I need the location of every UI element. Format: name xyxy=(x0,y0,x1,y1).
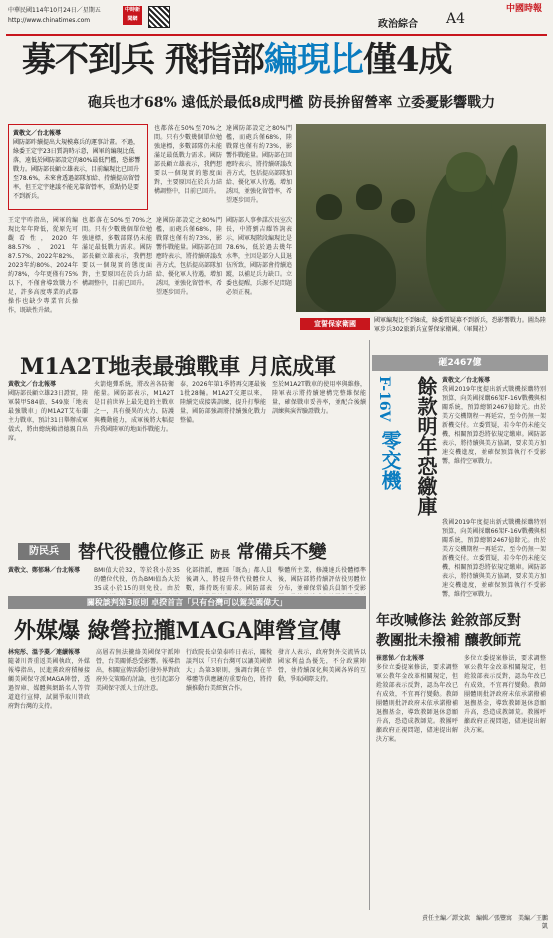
side1-col1 xyxy=(442,376,546,516)
side2-title3: 教團批未撥補 xyxy=(376,633,460,649)
story2-col1 xyxy=(8,380,88,530)
side1-byline: 黃敬文／台北報導 xyxy=(442,377,491,384)
masthead xyxy=(6,4,547,36)
main-headline xyxy=(22,38,532,82)
side2-text: 多位立委提案修法，要求調整軍公教年金改革相關規定，但銓敘部表示反對，認為年改已有成效，不宜再行變動。教師團體則批評政府未依承諾撥補退撫基金，導致教師退休意願升高，恐造成教師荒。教團呼籲政府正視問題，儘速提出解決方案。 xyxy=(376,664,458,743)
story1-col2: 也都落在50%至70%之間。只有少數幾個單位勉強達標，多數部隊仍未能滿足最低戰力需求。國防部長顧立雄表示，我們想要以一個現實的態度面對，主要原因在於兵力結構調整中，目前已回升。 xyxy=(154,125,222,195)
lead-text: 國防部昨續提出大規模募兵的運事計畫。不過，綠委王定宇23日質詢時示意，國軍的編現比低落，遠低於國防部設定的80%最低門檻，恐影響戰力。國防部長顧立雄表示，目前編現比已回升至78.6%，未來會透過部隊加給、持續提高留營率，但王定宇建議不能光靠留營率，重點仍是要不到新兵。 xyxy=(13,139,141,200)
side2-title-line2 xyxy=(376,630,521,650)
story2-byline: 黃敬文／台北報導 xyxy=(8,381,57,388)
site-url[interactable]: http://www.chinatimes.com xyxy=(8,17,91,24)
story3-col2: BMI值大於32，等於我小於35的體位代役，仍為BMI值為大於35或小於15的則免役。由於 xyxy=(94,567,180,592)
story2-col1-text: 國防部長顧立雄23日證實，陸軍裝甲584旅、549旅「地表最強戰車」的M1A2T艾布蘭主力戰車，預計31日舉辦成軍儀式，將由總統賴清德親自出席。 xyxy=(8,390,88,442)
soldiers-photo xyxy=(296,124,546,312)
story4-col4: 發言人表示，政府對外交流皆以國家利益為優先，不分政黨陣營，並持續深化與美國各界的互動，爭取國際支持。 xyxy=(278,649,366,683)
column-divider xyxy=(369,340,370,910)
story2-col4: 至於M1A2T戰車的使用率與維修，陸軍表示將持續建構完整維保能量，確保戰車妥善率，並配合後續訓練與演習驗證戰力。 xyxy=(272,381,366,415)
side1-text: 我國2019年度提出新式戰機採購特別預算，向美國採購66架F-16V戰機與相關系統，預算總額2467億餘元。由於美方交機期程一再延宕，至今仍無一架新機交付。立委質疑，若今年仍未能交機，相關預算恐將依規定繳庫。國防部表示，將持續與美方協調，要求美方加速交機進度，並確保預算執行不受影響，維持空軍戰力。 xyxy=(442,386,546,465)
side1-banner: 砸2467億 xyxy=(372,355,548,371)
story4-col1-text: 隨著川普重返美國執政，外媒報導指出，民進黨政府積極接觸美國保守派MAGA陣營，透過智庫、媒體與網路名人等管道進行宣傳，試圖爭取川普政府對台灣的支持。 xyxy=(8,658,90,710)
story3-kicker: 防民兵 xyxy=(18,543,70,560)
side1-vtitle2: 零交機 xyxy=(378,430,402,490)
story2-col3: 泰，2026年第1季將再交運最後1批28輛。M1A2T交運以來，陸續完成接裝訓練，提升打擊能量，國防部強調將持續強化戰力整備。 xyxy=(180,381,266,424)
qr-code-icon xyxy=(148,6,170,28)
story2-col2: 火箭炮彈系統，將改善各防衛能量。國防部表示，M1A2T是目前世界上最先進的主戰車之一，具有優異的火力、防護與機動能力，成軍後將大幅提升我國陸軍的地面作戰能力。 xyxy=(94,381,174,433)
headline-part3: 僅4成 xyxy=(362,40,452,80)
story1-col4: 國防部人事參謀次長室次長，中將劉吉耀答詢表示，國軍現階段編現比是78.6%，低於過去幾年水準，主因是部分人員退伍所致，國防部會持續追蹤，以補足兵力缺口。立委也提醒，兵源不足問題必須正視。 xyxy=(226,217,292,296)
page-number: A4 xyxy=(446,11,466,27)
headline-highlight: 編現比 xyxy=(263,40,363,80)
story3-title xyxy=(78,538,327,564)
lead-byline: 黃敬文／台北報導 xyxy=(13,130,62,137)
story2-title: M1A2T地表最強戰車 月底成軍 xyxy=(20,354,337,380)
issue-date: 中華民國114年10月24日／星期五 xyxy=(8,7,101,14)
story1-col3: 達國防部設定之80%門檻，而砲兵僅68%，陸戰隊也僅有約73%，影響作戰能量。國防部在回應時表示，將持續研議改善方式，包括提高部隊加給、優化軍人待遇，增加誘因，並強化留營率，希望逐步回升。 xyxy=(226,125,292,204)
side2-col2: 多位立委提案修法，要求調整軍公教年金改革相關規定，但銓敘部表示反對，認為年改已有成效，不宜再行變動。教師團體則批評政府未依承諾撥補退撫基金，導致教師退休意願升高，恐造成教師荒。教團呼籲政府正視問題，儘速提出解決方案。 xyxy=(464,655,546,734)
photo-caption: 國軍編現比不到8成，綠委質疑募不到新兵，恐影響戰力。圖為陸軍步兵302旅新兵宣誓保家衛國。（軍聞社） xyxy=(374,317,546,333)
side2-title-line1 xyxy=(376,610,521,630)
story3-col4: 擊體所主業，修護達兵役體標準後，國防部將持續評估役男體位分布，並確保常備兵員額不受影 xyxy=(278,567,366,592)
story1-col1b: 也都落在50%至70%之間。只有少數幾個單位勉強達標，多數部隊仍未能滿足最低戰力需求。國防部長顧立雄表示，我們想要以一個現實的態度面對，主要原因在於兵力結構調整中，目前已回升。 xyxy=(82,217,152,287)
story1-col3b: 達國防部設定之80%門檻，而砲兵僅68%，陸戰隊也僅有約73%，影響作戰能量。國防部在回應時表示，將持續研議改善方式，包括提高部隊加給、優化軍人待遇，增加誘因，並強化留營率，希望逐步回升。 xyxy=(156,217,222,296)
story3-tag: 防長 xyxy=(210,550,231,561)
chinatimes-news-logo: 中時新聞網 xyxy=(123,6,142,25)
story3-col3: 化部指派，應屆「既為」都人員後調入，將提升替代役體位人數，維持既有需求。國防部表 xyxy=(186,567,272,592)
brand-logo: 中國時報 xyxy=(505,4,542,14)
story4-banner: 關稅談判第3原則 卓揆首言「只有台灣可以駕美國偉大」 xyxy=(8,596,366,609)
story4-col3: 行政院長卓榮泰昨日表示，關稅談判以「只有台灣可以讓美國偉大」為第3原則，強調台灣在半導體等供應鏈的重要角色，將持續推動台美經貿合作。 xyxy=(186,649,272,692)
editor-credits: 責任主編／譚文欽 編輯／張豐寓 美編／王鵬凱 xyxy=(421,915,548,930)
story3-title-part2: 常備兵不變 xyxy=(236,542,327,563)
side2-title4: 釀教師荒 xyxy=(464,633,521,649)
side2-col1 xyxy=(376,654,458,910)
side1-vtitle3: 餘款明年恐繳庫 xyxy=(414,376,438,516)
side1-vtitle1: F-16V xyxy=(376,376,392,422)
story3-title-part1: 替代役體位修正 xyxy=(78,542,204,563)
side2-byline: 崔慈悌／台北報導 xyxy=(376,655,425,662)
story1-col1: 王定宇昨指出，國軍的編現比年年降低，從原先可觀看性，2020年88.57%、2021年87.57%、2022年82%、2023年約80%、2024年約78%，今年更僅有75%以下，不僅會導致戰力不足，許多高度專業的武器操作也缺少專業官兵操作，既缺性升級。 xyxy=(8,217,78,314)
story3-byline: 黃敬文、鄭郁琳／台北報導 xyxy=(8,567,81,574)
side2-title2: 銓敘部反對 xyxy=(450,613,521,629)
section-name: 政治綜合 xyxy=(378,19,418,30)
story4-title: 外媒爆 綠營拉攏MAGA陣營宣傳 xyxy=(14,618,341,644)
story4-col1 xyxy=(8,648,90,910)
photo-tag: 宣誓保家衛國 xyxy=(300,318,370,330)
lead-box xyxy=(8,124,148,210)
headline-part1: 募不到兵 飛指部 xyxy=(22,40,264,80)
story4-col2: 高層若無法攏絡美國保守派陣營，台美關係恐受影響。報導指出，相關宣傳活動引發外界對政府外交策略的討論，也引起部分美國保守派人士的注意。 xyxy=(96,649,180,692)
subheadline: 砲兵也才68% 遠低於最低8成門檻 防長拚留營率 立委憂影響戰力 xyxy=(88,95,496,111)
story4-byline: 林宛彤、溫予菱／連續報導 xyxy=(8,649,81,656)
side1-col2: 我國2019年度提出新式戰機採購特別預算，向美國採購66架F-16V戰機與相關系統，預算總額2467億餘元。由於美方交機期程一再延宕，至今仍無一架新機交付。立委質疑，若今年仍未能交機，相關預算恐將依規定繳庫。國防部表示，將持續與美方協調，要求美方加速交機進度，並確保預算執行不受影響，維持空軍戰力。 xyxy=(442,519,546,598)
side2-title1: 年改喊修法 xyxy=(376,613,446,629)
